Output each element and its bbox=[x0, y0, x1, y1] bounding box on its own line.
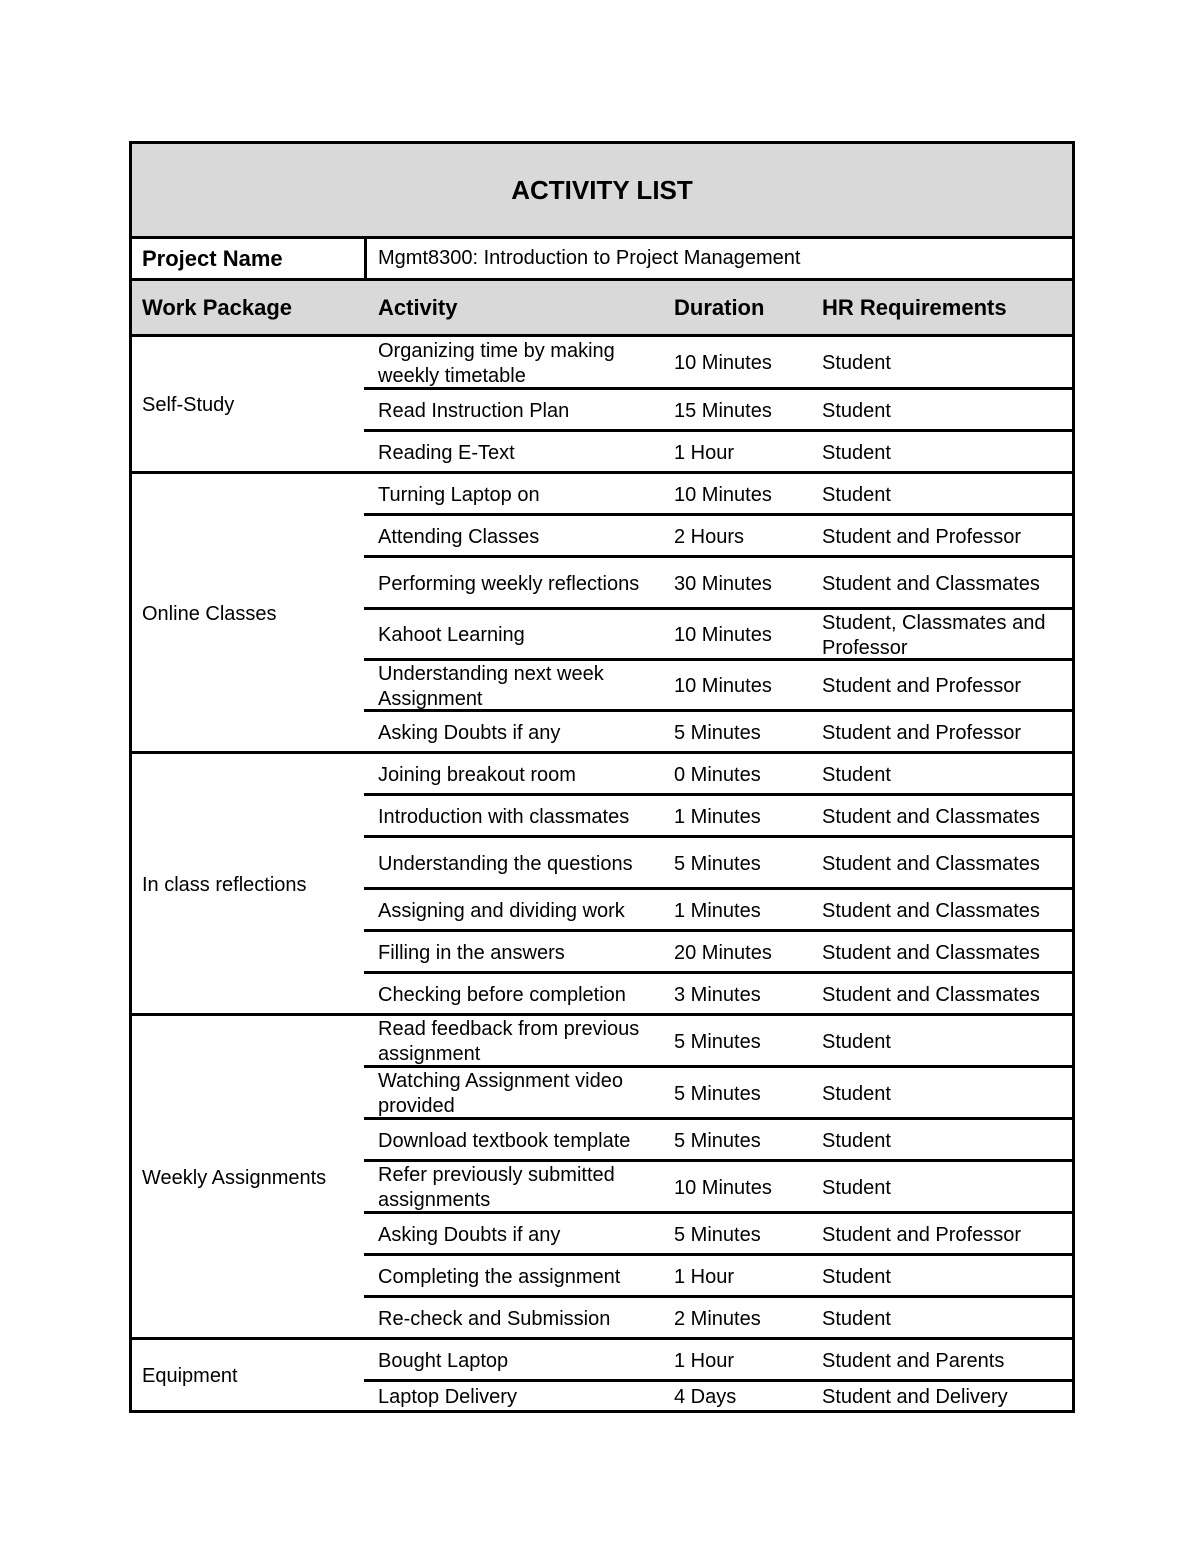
hr-requirements-cell: Student bbox=[822, 1082, 891, 1105]
hr-requirements-cell: Student bbox=[822, 441, 891, 464]
hr-requirements-cell: Student and Professor bbox=[822, 721, 1022, 744]
duration-cell: 1 Hour bbox=[674, 441, 735, 464]
activity-cell: Reading E-Text bbox=[378, 441, 515, 464]
duration-cell: 5 Minutes bbox=[674, 1223, 761, 1246]
duration-cell: 20 Minutes bbox=[674, 941, 772, 964]
duration-cell: 5 Minutes bbox=[674, 852, 761, 875]
duration-cell: 1 Minutes bbox=[674, 805, 761, 828]
hr-requirements-cell: Student bbox=[822, 763, 891, 786]
activity-cell: Asking Doubts if any bbox=[378, 721, 561, 744]
duration-cell: 10 Minutes bbox=[674, 352, 772, 374]
work-package-online-classes: Online Classes bbox=[142, 602, 277, 625]
duration-cell: 5 Minutes bbox=[674, 721, 761, 744]
duration-cell: 1 Hour bbox=[674, 1265, 735, 1288]
duration-cell: 1 Hour bbox=[674, 1349, 735, 1372]
hr-requirements-cell: Student bbox=[822, 1176, 891, 1199]
hr-requirements-cell: Student and Classmates bbox=[822, 852, 1040, 875]
hr-requirements-cell: Student and Classmates bbox=[822, 983, 1040, 1006]
duration-cell: 2 Hours bbox=[674, 525, 745, 548]
activity-cell: Introduction with classmates bbox=[378, 805, 630, 828]
activity-cell: Completing the assignment bbox=[378, 1265, 621, 1288]
duration-cell: 1 Minutes bbox=[674, 899, 761, 922]
hr-requirements-cell: Student bbox=[822, 352, 891, 374]
hr-requirements-cell: Student and Professor bbox=[822, 1223, 1022, 1246]
header-activity: Activity bbox=[378, 295, 458, 320]
project-name-value: Mgmt8300: Introduction to Project Management bbox=[378, 247, 801, 269]
activity-cell: Filling in the answers bbox=[378, 941, 565, 964]
header-work-package: Work Package bbox=[142, 295, 293, 320]
duration-cell: 10 Minutes bbox=[674, 624, 772, 646]
activity-cell: Understanding next week Assignment bbox=[378, 662, 604, 710]
work-package-weekly-assignments: Weekly Assignments bbox=[142, 1166, 327, 1189]
duration-cell: 10 Minutes bbox=[674, 1176, 772, 1199]
activity-cell: Asking Doubts if any bbox=[378, 1223, 561, 1246]
activity-cell: Kahoot Learning bbox=[378, 624, 525, 646]
duration-cell: 5 Minutes bbox=[674, 1129, 761, 1152]
hr-requirements-cell: Student bbox=[822, 1265, 891, 1288]
activity-cell: Refer previously submitted assignments bbox=[378, 1164, 615, 1211]
duration-cell: 15 Minutes bbox=[674, 399, 772, 422]
activity-cell: Watching Assignment video provided bbox=[378, 1070, 623, 1117]
hr-requirements-cell: Student and Classmates bbox=[822, 941, 1040, 964]
activity-cell: Bought Laptop bbox=[378, 1349, 509, 1372]
hr-requirements-cell: Student and Professor bbox=[822, 675, 1022, 697]
duration-cell: 0 Minutes bbox=[674, 763, 761, 786]
hr-requirements-cell: Student bbox=[822, 483, 891, 506]
activity-cell: Re-check and Submission bbox=[378, 1307, 611, 1330]
activity-cell: Download textbook template bbox=[378, 1129, 631, 1152]
activity-cell: Turning Laptop on bbox=[378, 483, 540, 506]
duration-cell: 2 Minutes bbox=[674, 1307, 761, 1330]
header-hr-requirements: HR Requirements bbox=[822, 295, 1007, 320]
activity-cell: Laptop Delivery bbox=[378, 1385, 517, 1408]
hr-requirements-cell: Student and Professor bbox=[822, 525, 1022, 548]
hr-requirements-cell: Student bbox=[822, 1129, 891, 1152]
duration-cell: 4 Days bbox=[674, 1385, 737, 1408]
project-name-label: Project Name bbox=[142, 246, 283, 271]
activity-cell: Read feedback from previous assignment bbox=[378, 1018, 640, 1065]
hr-requirements-cell: Student bbox=[822, 1030, 891, 1053]
activity-cell: Attending Classes bbox=[378, 525, 540, 548]
activity-cell: Understanding the questions bbox=[378, 852, 633, 875]
work-package-in-class-reflections: In class reflections bbox=[142, 873, 307, 896]
duration-cell: 10 Minutes bbox=[674, 483, 772, 506]
table-title: ACTIVITY LIST bbox=[132, 144, 1072, 236]
hr-requirements-cell: Student bbox=[822, 399, 891, 422]
activity-cell: Organizing time by making weekly timetable bbox=[378, 339, 615, 387]
divider bbox=[364, 236, 367, 278]
work-package-self-study: Self-Study bbox=[142, 394, 235, 416]
activity-cell: Checking before completion bbox=[378, 983, 626, 1006]
activity-cell: Read Instruction Plan bbox=[378, 399, 570, 422]
hr-requirements-cell: Student and Parents bbox=[822, 1349, 1005, 1372]
duration-cell: 3 Minutes bbox=[674, 983, 761, 1006]
hr-requirements-cell: Student and Classmates bbox=[822, 572, 1040, 595]
hr-requirements-cell: Student bbox=[822, 1307, 891, 1330]
hr-requirements-cell: Student and Classmates bbox=[822, 899, 1040, 922]
duration-cell: 10 Minutes bbox=[674, 675, 772, 697]
duration-cell: 30 Minutes bbox=[674, 572, 772, 595]
hr-requirements-cell: Student and Delivery bbox=[822, 1385, 1008, 1408]
hr-requirements-cell: Student, Classmates and Professor bbox=[822, 611, 1046, 659]
duration-cell: 5 Minutes bbox=[674, 1030, 761, 1053]
activity-cell: Assigning and dividing work bbox=[378, 899, 625, 922]
work-package-equipment: Equipment bbox=[142, 1364, 238, 1387]
duration-cell: 5 Minutes bbox=[674, 1082, 761, 1105]
activity-cell: Performing weekly reflections bbox=[378, 572, 640, 595]
activity-list-table bbox=[129, 141, 1075, 1413]
hr-requirements-cell: Student and Classmates bbox=[822, 805, 1040, 828]
header-duration: Duration bbox=[674, 295, 765, 320]
activity-cell: Joining breakout room bbox=[378, 763, 576, 786]
